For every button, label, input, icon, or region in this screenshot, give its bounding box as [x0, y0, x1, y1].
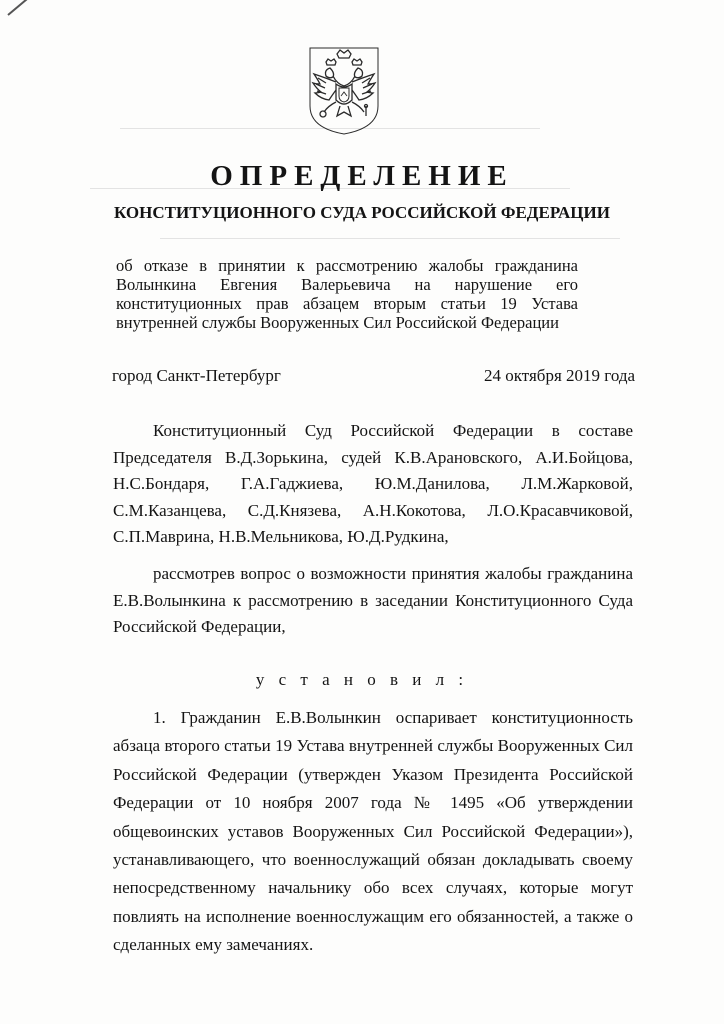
double-headed-eagle-icon [306, 44, 382, 136]
subject-line: внутренней службы Вооруженных Сил Российской Федерации [116, 313, 559, 332]
subject-line: конституционных прав абзацем вторым статьи 19 Устава [116, 294, 578, 313]
court-name: КОНСТИТУЦИОННОГО СУДА РОССИЙСКОЙ ФЕДЕРАЦИИ [114, 203, 610, 222]
date: 24 октября 2019 года [484, 366, 636, 385]
document-title: ОПРЕДЕЛЕНИЕ [210, 160, 514, 192]
show-through-line [160, 238, 620, 239]
considering-text: рассмотрев вопрос о возможности принятия жалобы гражданина Е.В.Волынкина к рассмотрению в заседании Конституционного Суда Российской Федерации, [113, 564, 633, 637]
composition-text: Конституционный Суд Российской Федерации в составе Председателя В.Д.Зорькина, судей К.В.Арановского, А.И.Бойцова, Н.С.Бондаря, Г.А.Гаджиева, Ю.М.Данилова, Л.М.Жарковой, С.М.Казанцева, С.Д.Князева, А.Н.Кокотова, Л.О.Красавчиковой, С.П.Маврина, Н.В.Мельникова, Ю.Д.Рудкина, [113, 421, 633, 547]
court-composition [113, 418, 633, 551]
resolved-heading: у с т а н о в и л : [255, 670, 469, 689]
document-subject [116, 256, 578, 332]
item-1-text: 1. Гражданин Е.В.Волынкин оспаривает конституционность абзаца второго статьи 19 Устава внутренней службы Вооруженных Сил Российской Федерации (утвержден Указом Президента Российской Федерации от 10 ноября 2007 года № 1495 «Об утверждении общевоинских уставов Вооруженных Сил Российской Федерации»), устанавливающего, что военнослужащий обязан докладывать своему непосредственному начальнику обо всех случаях, которые могут повлиять на исполнение военнослужащим его обязанностей, а также о сделанных ему замечаниях. [113, 708, 633, 955]
considering-paragraph [113, 561, 633, 641]
item-1-paragraph [113, 704, 633, 960]
pen-mark [7, 0, 40, 16]
city: город Санкт-Петербург [112, 366, 281, 385]
subject-line: об отказе в принятии к рассмотрению жалобы гражданина [116, 256, 578, 275]
subject-line: Волынкина Евгения Валерьевича на нарушение его [116, 275, 578, 294]
